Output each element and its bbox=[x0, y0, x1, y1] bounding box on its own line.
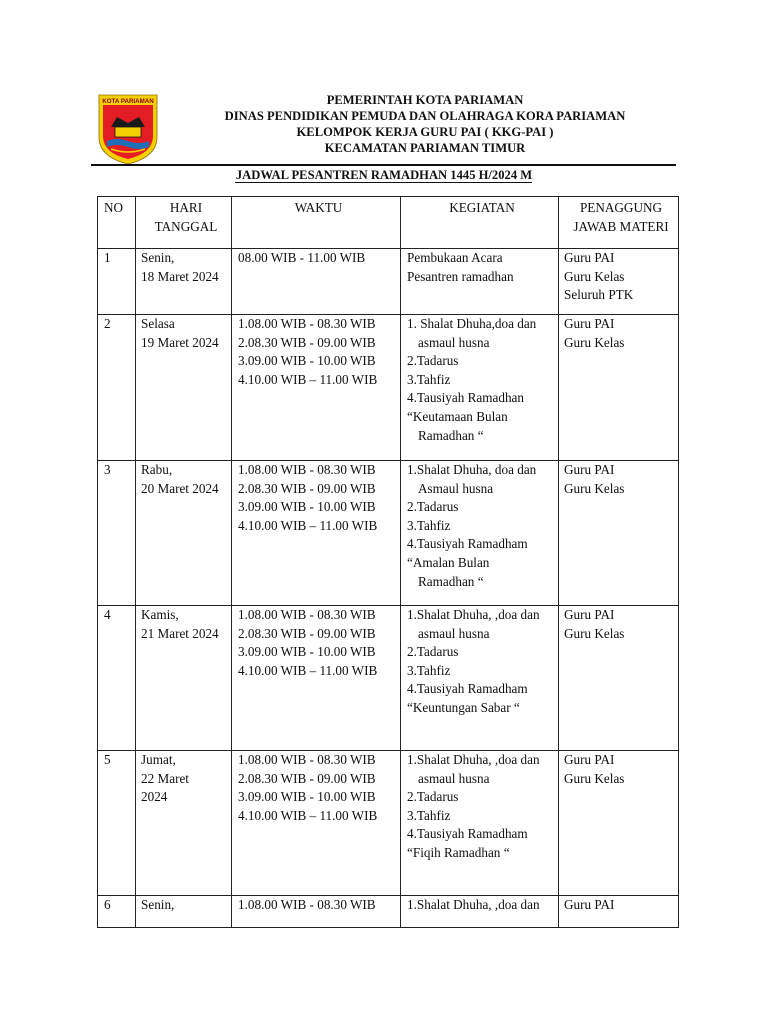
cell-waktu bbox=[232, 461, 401, 606]
cell-waktu-line: 3.09.00 WIB - 10.00 WIB bbox=[238, 789, 376, 805]
cell-hari bbox=[136, 461, 232, 606]
header-hari-tanggal bbox=[136, 197, 232, 249]
cell-waktu-line: 2.08.30 WIB - 09.00 WIB bbox=[238, 625, 376, 641]
cell-pj-line: Guru Kelas bbox=[564, 480, 625, 496]
cell-kegiatan bbox=[401, 461, 559, 606]
cell-kegiatan bbox=[401, 751, 559, 896]
cell-no: 5 bbox=[98, 751, 136, 896]
cell-kegiatan-line: “Keuntungan Sabar “ bbox=[407, 699, 520, 715]
cell-hari-line: Kamis, bbox=[141, 607, 179, 622]
table-row bbox=[98, 315, 679, 461]
cell-kegiatan-line: 4.Tausiyah Ramadhan bbox=[407, 390, 524, 406]
cell-waktu bbox=[232, 315, 401, 461]
cell-hari bbox=[136, 249, 232, 315]
cell-pj-line: Guru Kelas bbox=[564, 625, 625, 641]
cell-hari bbox=[136, 315, 232, 461]
letterhead-line-4: KECAMATAN PARIAMAN TIMUR bbox=[324, 141, 526, 155]
cell-kegiatan-line: 3.Tahfiz bbox=[407, 662, 451, 678]
cell-kegiatan-line: Ramadhan “ bbox=[418, 427, 484, 443]
cell-kegiatan-line: Pembukaan Acara bbox=[407, 250, 503, 265]
cell-pj-line: Guru PAI bbox=[564, 316, 615, 331]
table-body bbox=[98, 249, 679, 928]
header-kegiatan: KEGIATAN bbox=[401, 197, 559, 249]
cell-hari-line: Jumat, bbox=[141, 752, 176, 767]
cell-pj-line: Guru Kelas bbox=[564, 268, 625, 284]
schedule-table bbox=[97, 196, 679, 928]
cell-pj bbox=[559, 751, 679, 896]
cell-waktu-line: 2.08.30 WIB - 09.00 WIB bbox=[238, 334, 376, 350]
cell-kegiatan-line: 3.Tahfiz bbox=[407, 807, 451, 823]
cell-kegiatan bbox=[401, 249, 559, 315]
cell-waktu-line: 4.10.00 WIB – 11.00 WIB bbox=[238, 662, 378, 678]
cell-kegiatan-line: “Amalan Bulan bbox=[407, 554, 490, 570]
cell-kegiatan-line: “Fiqih Ramadhan “ bbox=[407, 844, 510, 860]
cell-no: 3 bbox=[98, 461, 136, 606]
table-row bbox=[98, 249, 679, 315]
table-row bbox=[98, 461, 679, 606]
cell-hari-line: Selasa bbox=[141, 316, 175, 331]
table-row bbox=[98, 896, 679, 928]
cell-kegiatan-line: “Keutamaan Bulan bbox=[407, 408, 508, 424]
cell-waktu bbox=[232, 751, 401, 896]
cell-pj-line: Guru PAI bbox=[564, 752, 615, 767]
cell-hari bbox=[136, 896, 232, 928]
cell-kegiatan-line: 4.Tausiyah Ramadham bbox=[407, 681, 528, 697]
cell-kegiatan-line: Pesantren ramadhan bbox=[407, 268, 514, 284]
cell-waktu-line: 4.10.00 WIB – 11.00 WIB bbox=[238, 371, 378, 387]
cell-waktu-line: 3.09.00 WIB - 10.00 WIB bbox=[238, 499, 376, 515]
cell-waktu-line: 2.08.30 WIB - 09.00 WIB bbox=[238, 480, 376, 496]
cell-pj-line: Guru Kelas bbox=[564, 334, 625, 350]
cell-waktu-line: 1.08.00 WIB - 08.30 WIB bbox=[238, 752, 376, 767]
cell-waktu-line: 1.08.00 WIB - 08.30 WIB bbox=[238, 462, 376, 477]
table-row bbox=[98, 606, 679, 751]
cell-waktu-line: 1.08.00 WIB - 08.30 WIB bbox=[238, 607, 376, 622]
cell-waktu-line: 1.08.00 WIB - 08.30 WIB bbox=[238, 897, 376, 912]
cell-pj-line: Guru Kelas bbox=[564, 770, 625, 786]
cell-pj-line: Guru PAI bbox=[564, 897, 615, 912]
cell-pj bbox=[559, 249, 679, 315]
cell-kegiatan-line: 2.Tadarus bbox=[407, 353, 459, 369]
header-penanggung-jawab bbox=[559, 197, 679, 249]
cell-pj-line: Guru PAI bbox=[564, 250, 615, 265]
cell-waktu-line: 3.09.00 WIB - 10.00 WIB bbox=[238, 644, 376, 660]
cell-no: 6 bbox=[98, 896, 136, 928]
header-penanggung: PENAGGUNG bbox=[579, 200, 663, 215]
cell-kegiatan-line: 3.Tahfiz bbox=[407, 517, 451, 533]
cell-kegiatan-line: 1.Shalat Dhuha, doa dan bbox=[407, 462, 537, 477]
letterhead-rule bbox=[91, 164, 676, 166]
cell-kegiatan-line: 4.Tausiyah Ramadham bbox=[407, 826, 528, 842]
cell-waktu-line: 1.08.00 WIB - 08.30 WIB bbox=[238, 316, 376, 331]
cell-kegiatan-line: 3.Tahfiz bbox=[407, 371, 451, 387]
cell-waktu-line: 2.08.30 WIB - 09.00 WIB bbox=[238, 770, 376, 786]
letterhead-line-1: PEMERINTAH KOTA PARIAMAN bbox=[326, 93, 524, 107]
cell-hari-line: 19 Maret 2024 bbox=[141, 334, 219, 350]
cell-waktu-line: 3.09.00 WIB - 10.00 WIB bbox=[238, 353, 376, 369]
cell-waktu-line: 4.10.00 WIB – 11.00 WIB bbox=[238, 517, 378, 533]
cell-kegiatan-line: 1.Shalat Dhuha, ,doa dan bbox=[407, 607, 540, 622]
cell-waktu bbox=[232, 896, 401, 928]
header-jawab-materi: JAWAB MATERI bbox=[573, 218, 669, 234]
cell-kegiatan-line: 2.Tadarus bbox=[407, 644, 459, 660]
cell-no: 2 bbox=[98, 315, 136, 461]
cell-kegiatan-line: Asmaul husna bbox=[418, 480, 494, 496]
cell-kegiatan-line: asmaul husna bbox=[418, 334, 490, 350]
cell-kegiatan bbox=[401, 606, 559, 751]
cell-kegiatan-line: 1.Shalat Dhuha, ,doa dan bbox=[407, 752, 540, 767]
cell-hari bbox=[136, 606, 232, 751]
cell-pj bbox=[559, 461, 679, 606]
letterhead-line-2: DINAS PENDIDIKAN PEMUDA DAN OLAHRAGA KORA PARIAMAN bbox=[224, 109, 626, 123]
cell-hari-line: 18 Maret 2024 bbox=[141, 268, 219, 284]
cell-kegiatan-line: asmaul husna bbox=[418, 770, 490, 786]
cell-kegiatan-line: asmaul husna bbox=[418, 625, 490, 641]
cell-kegiatan-line: Ramadhan “ bbox=[418, 573, 484, 589]
cell-kegiatan-line: 2.Tadarus bbox=[407, 789, 459, 805]
document-title: JADWAL PESANTREN RAMADHAN 1445 H/2024 M bbox=[235, 168, 533, 182]
letterhead bbox=[160, 92, 690, 156]
cell-kegiatan-line: 1. Shalat Dhuha,doa dan bbox=[407, 316, 537, 331]
cell-hari-line: Senin, bbox=[141, 897, 175, 912]
cell-pj-line: Seluruh PTK bbox=[564, 287, 634, 303]
cell-no: 4 bbox=[98, 606, 136, 751]
cell-waktu bbox=[232, 606, 401, 751]
title-underline bbox=[235, 182, 532, 183]
kota-pariaman-logo bbox=[97, 93, 159, 165]
cell-pj bbox=[559, 606, 679, 751]
table-row bbox=[98, 751, 679, 896]
cell-waktu-line: 4.10.00 WIB – 11.00 WIB bbox=[238, 807, 378, 823]
letterhead-line-3: KELOMPOK KERJA GURU PAI ( KKG-PAI ) bbox=[296, 125, 554, 139]
cell-kegiatan-line: 4.Tausiyah Ramadham bbox=[407, 536, 528, 552]
table-header-row bbox=[98, 197, 679, 249]
logo-text: KOTA PARIAMAN bbox=[102, 98, 154, 105]
cell-pj bbox=[559, 896, 679, 928]
cell-kegiatan bbox=[401, 315, 559, 461]
cell-pj-line: Guru PAI bbox=[564, 462, 615, 477]
cell-hari-line: 22 Maret bbox=[141, 770, 189, 786]
cell-waktu bbox=[232, 249, 401, 315]
cell-no: 1 bbox=[98, 249, 136, 315]
header-no: NO bbox=[98, 197, 136, 249]
cell-pj-line: Guru PAI bbox=[564, 607, 615, 622]
cell-kegiatan bbox=[401, 896, 559, 928]
cell-waktu-line: 08.00 WIB - 11.00 WIB bbox=[238, 250, 366, 265]
cell-hari-line: Rabu, bbox=[141, 462, 173, 477]
cell-pj bbox=[559, 315, 679, 461]
cell-hari-line: 20 Maret 2024 bbox=[141, 480, 219, 496]
cell-hari-line: 21 Maret 2024 bbox=[141, 625, 219, 641]
cell-kegiatan-line: 1.Shalat Dhuha, ,doa dan bbox=[407, 897, 540, 912]
header-waktu: WAKTU bbox=[232, 197, 401, 249]
cell-hari-line: 2024 bbox=[141, 789, 168, 805]
cell-hari-line: Senin, bbox=[141, 250, 175, 265]
header-hari: HARI bbox=[169, 200, 203, 215]
cell-hari bbox=[136, 751, 232, 896]
header-tanggal: TANGGAL bbox=[154, 218, 218, 234]
cell-kegiatan-line: 2.Tadarus bbox=[407, 499, 459, 515]
